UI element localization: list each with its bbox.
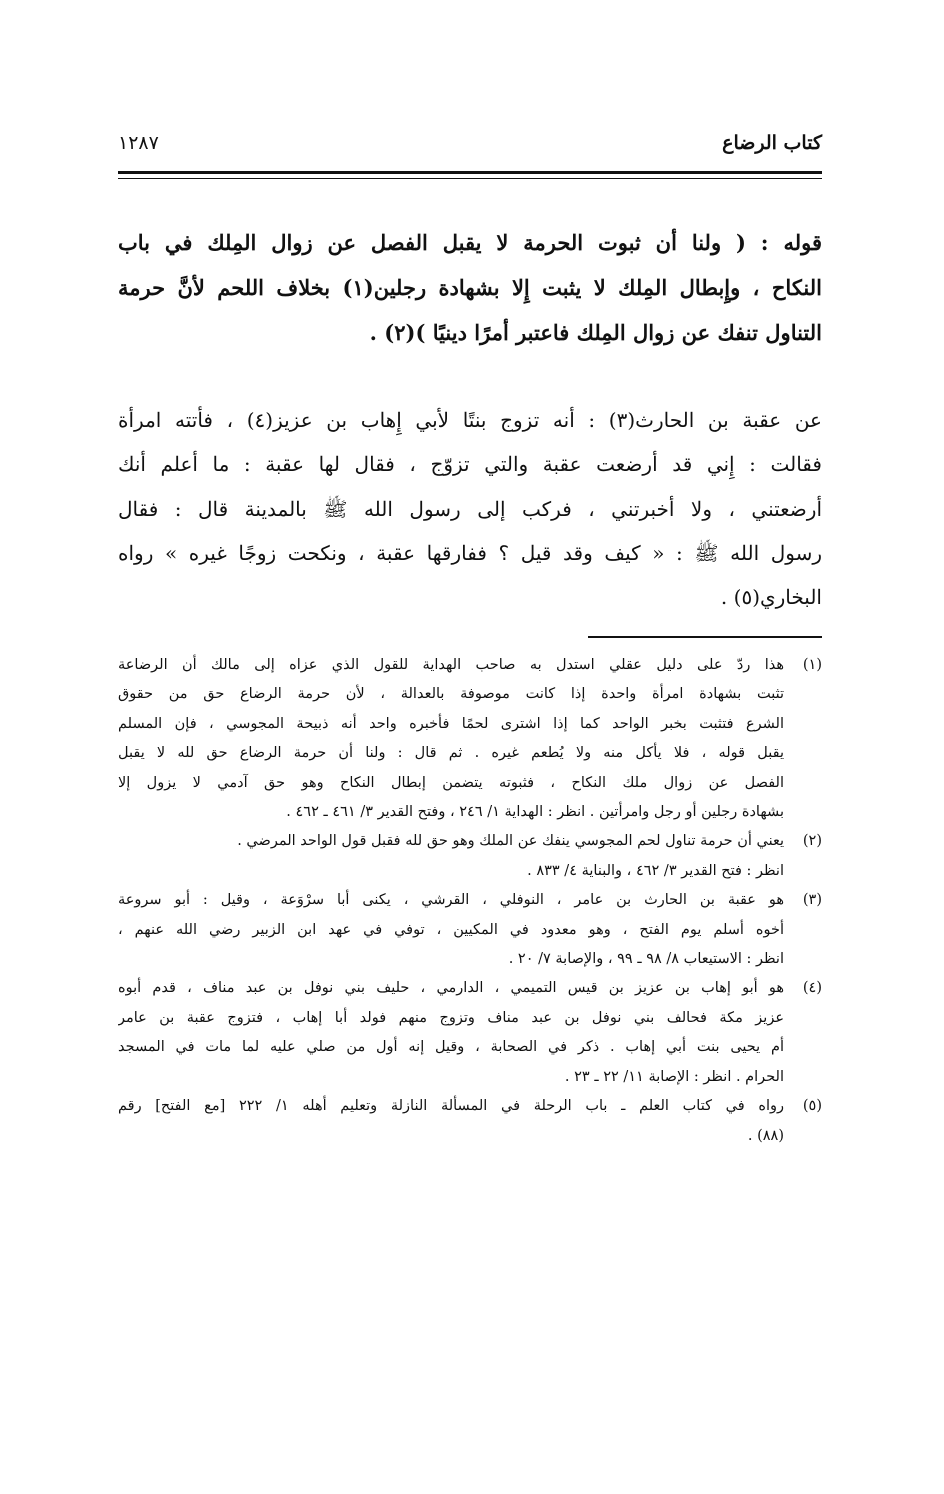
footnote-line: هو عقبة بن الحارث بن عامر ، النوفلي ، القرشي ، يكنى أبا سرْوَعة ، وقيل : أبو سروعة (118, 892, 784, 909)
footnote-3 (118, 886, 822, 974)
footnote-line: الشرع فتثبت بخبر الواحد كما إذا اشترى لحمًا فأخبره واحد أنه ذبيحة المجوسي ، فإن المسلم (118, 715, 784, 732)
footnote-line: الحرام . انظر : الإصابة ١١/ ٢٢ ـ ٢٣ . (564, 1068, 784, 1085)
quoted-text (118, 220, 822, 355)
text-line: البخاري(٥) . (720, 585, 822, 610)
footnote-line: عزيز مكة فحالف بني نوفل بن عبد مناف وتزوج منهم فولد أبا إهاب ، فتزوج عقبة بن عامر (118, 1009, 784, 1026)
footnote-1 (118, 651, 822, 827)
text-line: النكاح ، وإِبطال المِلك لا يثبت إِلا بشهادة رجلين(١) بخلاف اللحم لأنَّ حرمة (118, 275, 822, 300)
text-line: عن عقبة بن الحارث(٣) : أنه تزوج بنتًا لأبي إِهاب بن عزيز(٤) ، فأتته امرأة (118, 408, 822, 432)
footnote-line: الفصل عن زوال ملك النكاح ، فثبوته يتضمن إبطال النكاح وهو حق آدمي لا يزول إلا (118, 774, 784, 791)
footnote-line: أم يحيى بنت أبي إهاب . ذكر في الصحابة ، وقيل إنه أول من صلي عليه لما مات في المسجد (118, 1039, 784, 1056)
footnote-line: هذا ردّ على دليل عقلي استدل به صاحب الهداية للقول الذي عزاه إلى مالك أن الرضاعة (118, 657, 784, 673)
chapter-title: كتاب الرضاع (722, 132, 822, 154)
hadith-paragraph (118, 398, 822, 619)
footnote-5 (118, 1092, 822, 1151)
footnote-line: (٨٨) . (747, 1127, 784, 1144)
header-rule-thin (118, 178, 822, 179)
footnote-number: (١) (802, 657, 822, 673)
footnote-line: يقبل قوله ، فلا يأكل منه ولا يُطعم غيره . ثم قال : ولنا أن حرمة الرضاع حق لله لا يقبل (118, 745, 784, 762)
running-header (118, 132, 822, 164)
footnote-line: يعني أن حرمة تناول لحم المجوسي ينفك عن الملك وهو حق لله فقبل قول الواحد المرضي . (237, 833, 784, 850)
header-rule-thick (118, 171, 822, 174)
text-line: أرضعتني ، ولا أخبرتني ، فركب إلى رسول الله ﷺ بالمدينة قال : فقال (118, 496, 822, 521)
footnote-line: انظر : الاستيعاب ٨/ ٩٨ ـ ٩٩ ، والإصابة ٧/ ٢٠ . (508, 951, 784, 968)
footnote-line: هو أبو إهاب بن عزيز بن قيس التميمي ، الدارمي ، حليف بني نوفل بن عبد مناف ، قدم أبوه (118, 980, 784, 997)
footnote-line: رواه في كتاب العلم ـ باب الرحلة في المسألة النازلة وتعليم أهله ١/ ٢٢٢ [مع الفتح] رقم (118, 1098, 784, 1115)
footnote-number: (٤) (802, 980, 822, 997)
text-line: رسول الله ﷺ : « كيف وقد قيل ؟ ففارقها عقبة ، ونكحت زوجًا غيره » رواه (118, 540, 822, 565)
footnote-line: انظر : فتح القدير ٣/ ٤٦٢ ، والبناية ٤/ ٨٣٣ . (527, 862, 784, 879)
footnote-4 (118, 974, 822, 1092)
footnote-separator (588, 636, 822, 638)
text-line: قوله : ( ولنا أن ثبوت الحرمة لا يقبل الفصل عن زوال المِلك في باب (118, 230, 822, 255)
footnotes (118, 651, 822, 1151)
footnote-number: (٥) (802, 1098, 822, 1115)
text-line: التناول تنفك عن زوال المِلك فاعتبر أمرًا دينيًا )(٢) . (369, 320, 822, 345)
footnote-number: (٢) (802, 833, 822, 850)
footnote-line: أخوه أسلم يوم الفتح ، وهو معدود في المكيين ، توفي في عهد ابن الزبير رضي الله عنهم ، (118, 921, 784, 938)
text-line: فقالت : إِني قد أرضعت عقبة والتي تزوّج ، فقال لها عقبة : ما أعلم أنك (118, 452, 822, 477)
page-number: ١٢٨٧ (118, 132, 159, 154)
footnote-line: بشهادة رجلين أو رجل وامرأتين . انظر : الهداية ١/ ٢٤٦ ، وفتح القدير ٣/ ٤٦١ ـ ٤٦٢ . (286, 804, 784, 821)
footnote-2 (118, 827, 822, 886)
footnote-number: (٣) (802, 892, 822, 909)
footnote-line: تثبت بشهادة امرأة واحدة إذا كانت موصوفة بالعدالة ، لأن حرمة الرضاع حق من حقوق (118, 686, 784, 703)
